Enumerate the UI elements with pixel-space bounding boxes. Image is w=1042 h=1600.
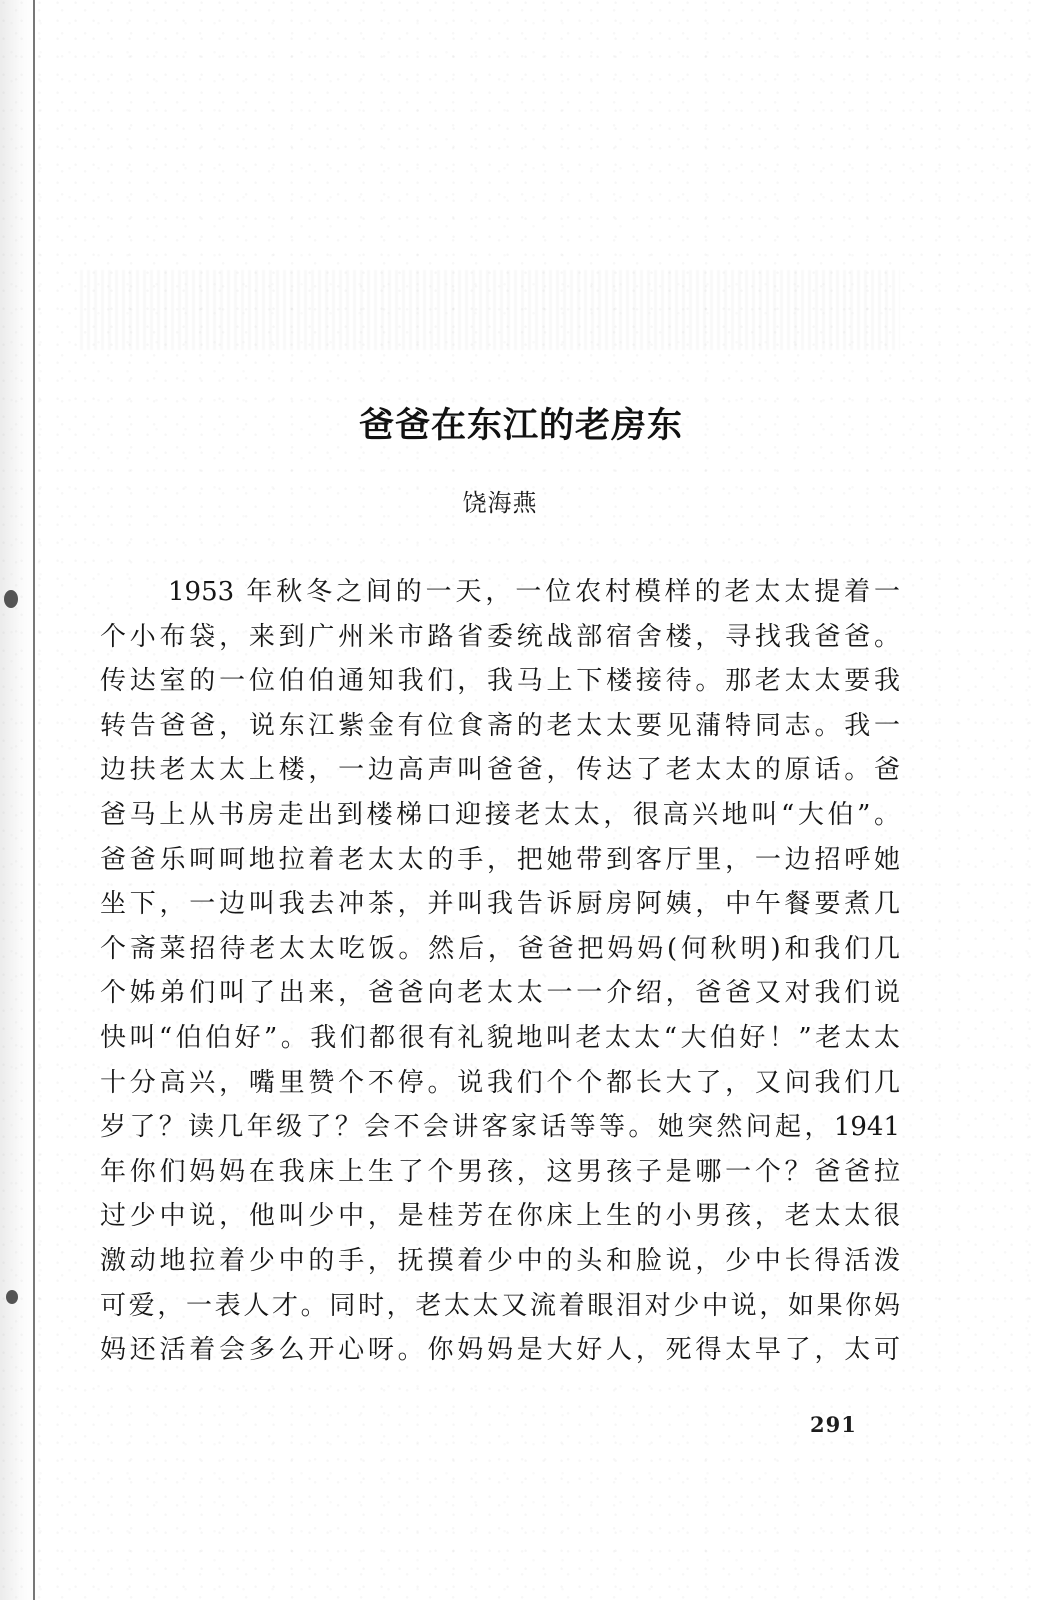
body-line: 传达室的一位伯伯通知我们，我马上下楼接待。那老太太要我 [100, 666, 900, 697]
body-line: 个姊弟们叫了出来，爸爸向老太太一一介绍，爸爸又对我们说 [100, 978, 900, 1009]
body-line: 年你们妈妈在我床上生了个男孩，这男孩子是哪一个？爸爸拉 [100, 1156, 900, 1187]
body-line: 激动地拉着少中的手，抚摸着少中的头和脸说，少中长得活泼 [100, 1245, 900, 1276]
body-line: 妈还活着会多么开心呀。你妈妈是大好人，死得太早了，太可 [100, 1335, 900, 1366]
body-line: 快叫“伯伯好”。我们都很有礼貌地叫老太太“大伯好！”老太太 [100, 1022, 900, 1053]
body-line: 个斋菜招待老太太吃饭。然后，爸爸把妈妈(何秋明)和我们几 [100, 933, 900, 964]
binding-line [33, 0, 35, 1600]
body-line: 坐下，一边叫我去冲茶，并叫我告诉厨房阿姨，中午餐要煮几 [100, 889, 900, 920]
body-line: 个小布袋，来到广州米市路省委统战部宿舍楼，寻找我爸爸。 [100, 621, 900, 652]
article-body [100, 570, 900, 1373]
author-name: 饶海燕 [462, 489, 538, 517]
body-line: 转告爸爸，说东江紫金有位食斋的老太太要见蒲特同志。我一 [100, 710, 900, 741]
body-line: 岁了？读几年级了？会不会讲客家话等等。她突然问起，1941 [100, 1112, 900, 1143]
page-number: 291 [810, 1412, 857, 1437]
body-line: 1953 年秋冬之间的一天，一位农村模样的老太太提着一 [168, 577, 900, 607]
bleed-through-text [80, 270, 900, 350]
body-line: 爸爸乐呵呵地拉着老太太的手，把她带到客厅里，一边招呼她 [100, 844, 900, 875]
body-line: 边扶老太太上楼，一边高声叫爸爸，传达了老太太的原话。爸 [100, 755, 900, 786]
scan-smudge-2 [6, 1290, 18, 1304]
body-line: 十分高兴，嘴里赞个不停。说我们个个都长大了，又问我们几 [100, 1067, 900, 1098]
body-line: 过少中说，他叫少中，是桂芳在你床上生的小男孩，老太太很 [100, 1201, 900, 1232]
body-line: 可爱，一表人才。同时，老太太又流着眼泪对少中说，如果你妈 [100, 1290, 900, 1321]
scan-smudge-1 [4, 590, 18, 608]
binding-shadow [0, 0, 34, 1600]
body-line: 爸马上从书房走出到楼梯口迎接老太太，很高兴地叫“大伯”。 [100, 799, 900, 830]
article-title: 爸爸在东江的老房东 [358, 405, 683, 446]
